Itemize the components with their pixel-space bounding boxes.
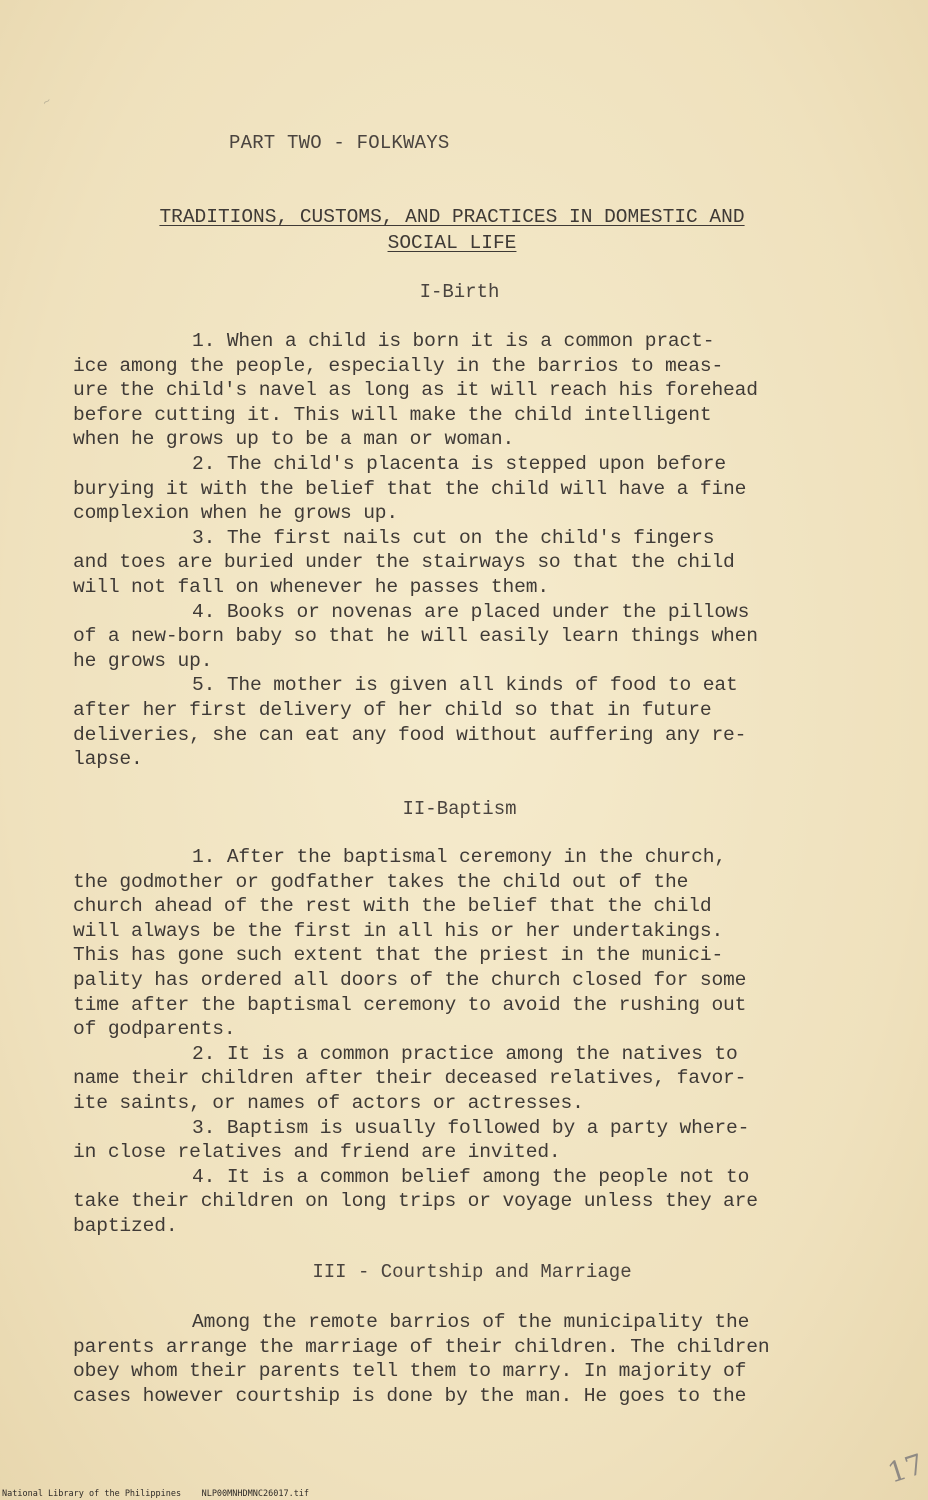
text-line: 4. Books or novenas are placed under the pillows [192, 600, 750, 623]
text-line: parents arrange the marriage of their children. The children [73, 1335, 770, 1358]
text-line: the godmother or godfather takes the child out of the [73, 870, 689, 893]
text-line: 2. The child's placenta is stepped upon before [192, 452, 726, 475]
text-line: obey whom their parents tell them to marry. In majority of [73, 1360, 747, 1383]
text-line: will always be the first in all his or her undertakings. [73, 919, 724, 942]
section-heading-baptism: II-Baptism [402, 798, 517, 820]
text-line: 3. The first nails cut on the child's fingers [192, 526, 715, 549]
text-line: ure the child's navel as long as it will reach his forehead [73, 379, 758, 402]
main-title-line-2: SOCIAL LIFE [387, 232, 517, 254]
text-line: of godparents. [73, 1018, 236, 1041]
text-line: pality has ordered all doors of the church closed for some [73, 968, 747, 991]
text-line: 4. It is a common belief among the people not to [192, 1165, 750, 1188]
text-line: 3. Baptism is usually followed by a party where- [192, 1116, 750, 1139]
text-line: lapse. [73, 748, 143, 771]
text-line: after her first delivery of her child so that in future [73, 698, 712, 721]
courtship-paragraphs [73, 1310, 833, 1408]
text-line: before cutting it. This will make the child intelligent [73, 403, 712, 426]
text-line: he grows up. [73, 649, 213, 672]
corner-stamp-mark: ~ [39, 93, 55, 110]
section-heading-birth: I-Birth [419, 281, 500, 303]
text-line: This has gone such extent that the priest in the munici- [73, 944, 724, 967]
text-line: time after the baptismal ceremony to avoid the rushing out [73, 993, 747, 1016]
text-line: burying it with the belief that the child will have a fine [73, 477, 747, 500]
main-title [72, 204, 832, 256]
birth-paragraphs [73, 329, 833, 772]
section-heading-courtship: III - Courtship and Marriage [312, 1261, 632, 1283]
text-line: 1. After the baptismal ceremony in the church, [192, 846, 726, 868]
text-line: will not fall on whenever he passes them. [73, 575, 549, 598]
text-line: in close relatives and friend are invited. [73, 1141, 561, 1164]
main-title-line-1: TRADITIONS, CUSTOMS, AND PRACTICES IN DOMESTIC AND [159, 206, 745, 228]
text-line: baptized. [73, 1214, 178, 1237]
text-line: of a new-born baby so that he will easily learn things when [73, 625, 758, 648]
part-title: PART TWO - FOLKWAYS [229, 132, 450, 154]
text-line: Among the remote barrios of the municipality the [192, 1311, 750, 1333]
text-line: 1. When a child is born it is a common pract- [192, 330, 715, 352]
text-line: when he grows up to be a man or woman. [73, 428, 515, 451]
text-line: church ahead of the rest with the belief that the child [73, 895, 712, 918]
text-line: and toes are buried under the stairways so that the child [73, 551, 735, 574]
text-line: 2. It is a common practice among the natives to [192, 1042, 738, 1065]
handwritten-page-number: 17 [883, 1447, 928, 1490]
archive-footer: National Library of the Philippines NLP00MNHDMNC26017.tif [2, 1489, 310, 1499]
text-line: ice among the people, especially in the barrios to meas- [73, 354, 724, 377]
text-line: name their children after their deceased relatives, favor- [73, 1067, 747, 1090]
text-line: cases however courtship is done by the man. He goes to the [73, 1384, 747, 1407]
text-line: take their children on long trips or voyage unless they are [73, 1190, 758, 1213]
text-line: 5. The mother is given all kinds of food to eat [192, 674, 738, 697]
baptism-paragraphs [73, 845, 833, 1239]
text-line: complexion when he grows up. [73, 502, 399, 525]
text-line: ite saints, or names of actors or actresses. [73, 1091, 584, 1114]
text-line: deliveries, she can eat any food without auffering any re- [73, 723, 747, 746]
